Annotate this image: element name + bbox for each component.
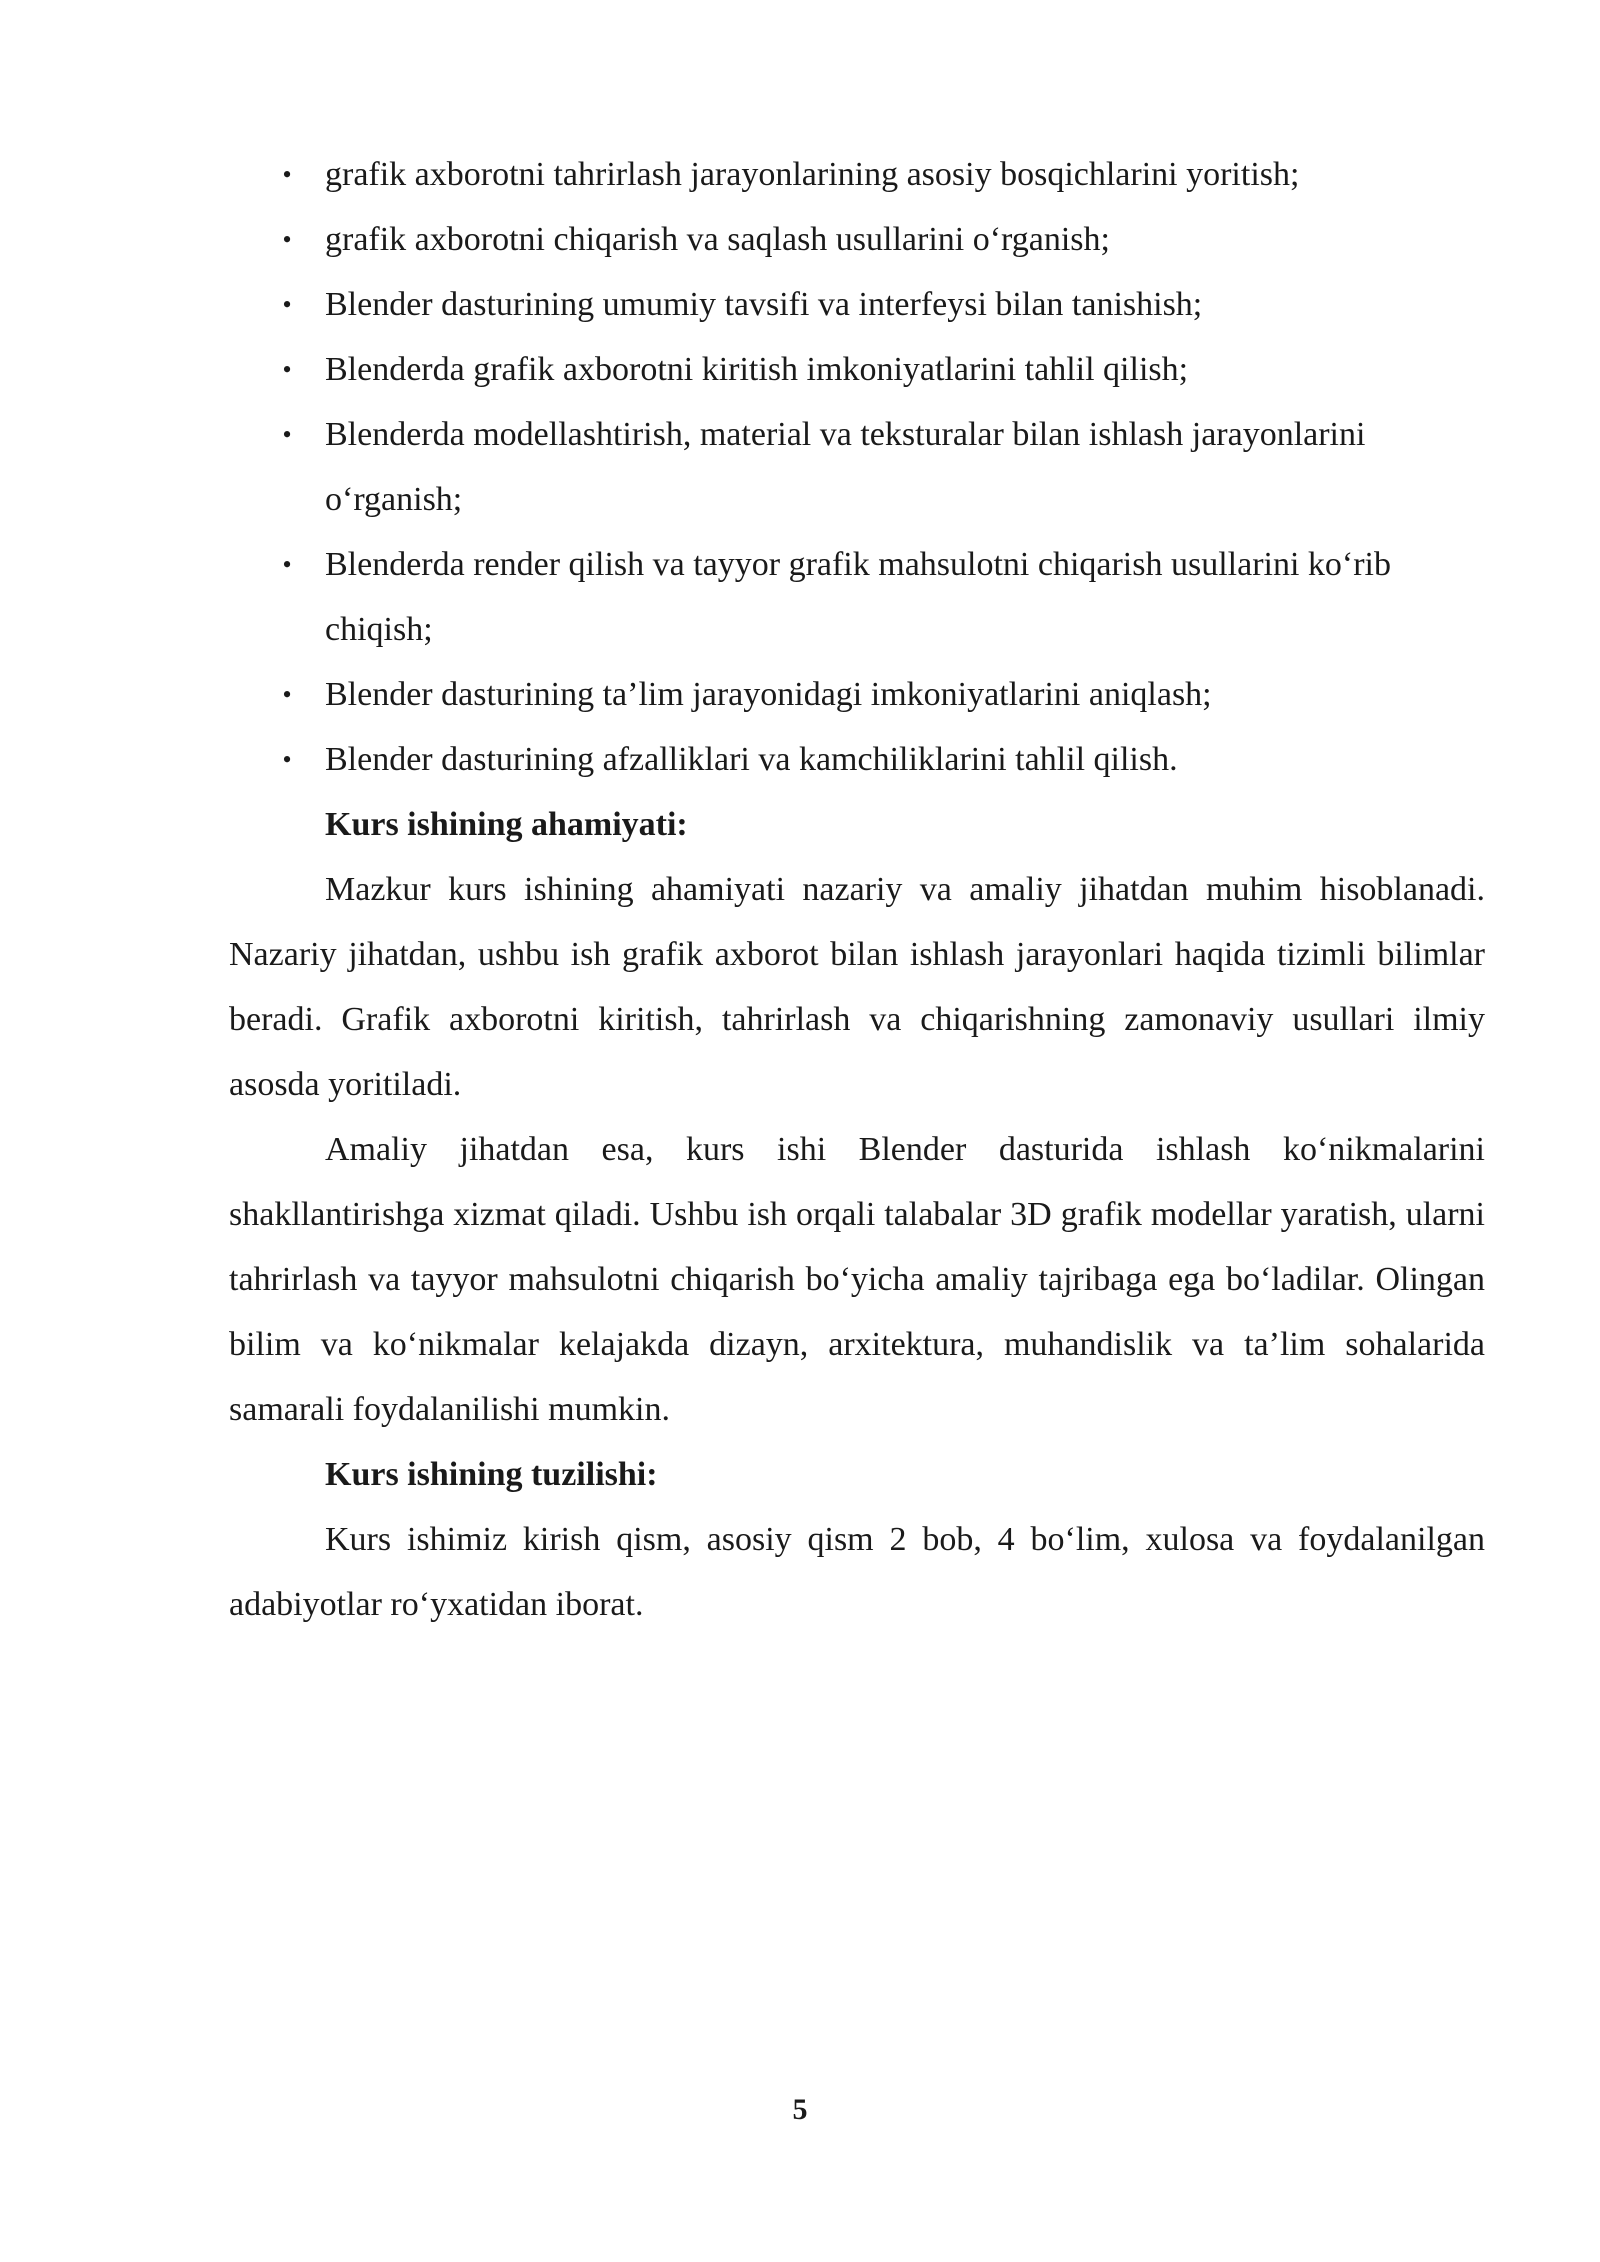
objectives-list (229, 142, 1485, 792)
list-item-text: grafik axborotni tahrirlash jarayonlarining asosiy bosqichlarini yoritish; (325, 156, 1300, 193)
structure-heading: Kurs ishining tuzilishi: (325, 1456, 658, 1493)
importance-heading: Kurs ishining ahamiyati: (325, 806, 688, 843)
bullet-icon: • (282, 355, 292, 384)
bullet-icon: • (282, 160, 292, 189)
list-item-text-continued: o‘rganish; (325, 481, 463, 518)
list-item (229, 402, 1485, 532)
importance-paragraph: Amaliy jihatdan esa, kurs ishi Blender dasturida ishlash ko‘nikmalarini shakllantirishga xizmat qiladi. Ushbu ish orqali talabalar 3D grafik modellar yaratish, ularni tahrirlash va tayyor mahsulotni chiqarish bo‘yicha amaliy tajribaga ega bo‘ladilar. Olingan bilim va ko‘nikmalar kelajakda dizayn, arxitektura, muhandislik va ta’lim sohalarida samarali foydalanilishi mumkin. (229, 1131, 1485, 1428)
list-item-text: Blender dasturining ta’lim jarayonidagi imkoniyatlarini aniqlash; (325, 676, 1212, 713)
list-item-text: Blenderda modellashtirish, material va teksturalar bilan ishlash jarayonlarini (325, 416, 1366, 453)
list-item (229, 337, 1485, 402)
bullet-icon: • (282, 745, 292, 774)
list-item (229, 727, 1485, 792)
page-content (229, 142, 1485, 1637)
structure-paragraph: Kurs ishimiz kirish qism, asosiy qism 2 bob, 4 bo‘lim, xulosa va foydalanilgan adabiyotlar ro‘yxatidan iborat. (229, 1521, 1485, 1623)
list-item-text: Blenderda render qilish va tayyor grafik mahsulotni chiqarish usullarini ko‘rib (325, 546, 1392, 583)
list-item-text: grafik axborotni chiqarish va saqlash usullarini o‘rganish; (325, 221, 1110, 258)
list-item (229, 142, 1485, 207)
list-item (229, 272, 1485, 337)
bullet-icon: • (282, 550, 292, 579)
list-item (229, 662, 1485, 727)
list-item-text: Blenderda grafik axborotni kiritish imkoniyatlarini tahlil qilish; (325, 351, 1189, 388)
list-item (229, 532, 1485, 662)
importance-paragraph: Mazkur kurs ishining ahamiyati nazariy va amaliy jihatdan muhim hisoblanadi. Nazariy jihatdan, ushbu ish grafik axborot bilan ishlash jarayonlari haqida tizimli bilimlar beradi. Grafik axborotni kiritish, tahrirlash va chiqarishning zamonaviy usullari ilmiy asosda yoritiladi. (229, 871, 1485, 1103)
bullet-icon: • (282, 225, 292, 254)
bullet-icon: • (282, 680, 292, 709)
list-item-text: Blender dasturining afzalliklari va kamchiliklarini tahlil qilish. (325, 741, 1178, 778)
bullet-icon: • (282, 420, 292, 449)
list-item (229, 207, 1485, 272)
list-item-text-continued: chiqish; (325, 611, 433, 648)
page-number: 5 (792, 2093, 808, 2126)
list-item-text: Blender dasturining umumiy tavsifi va interfeysi bilan tanishish; (325, 286, 1203, 323)
bullet-icon: • (282, 290, 292, 319)
